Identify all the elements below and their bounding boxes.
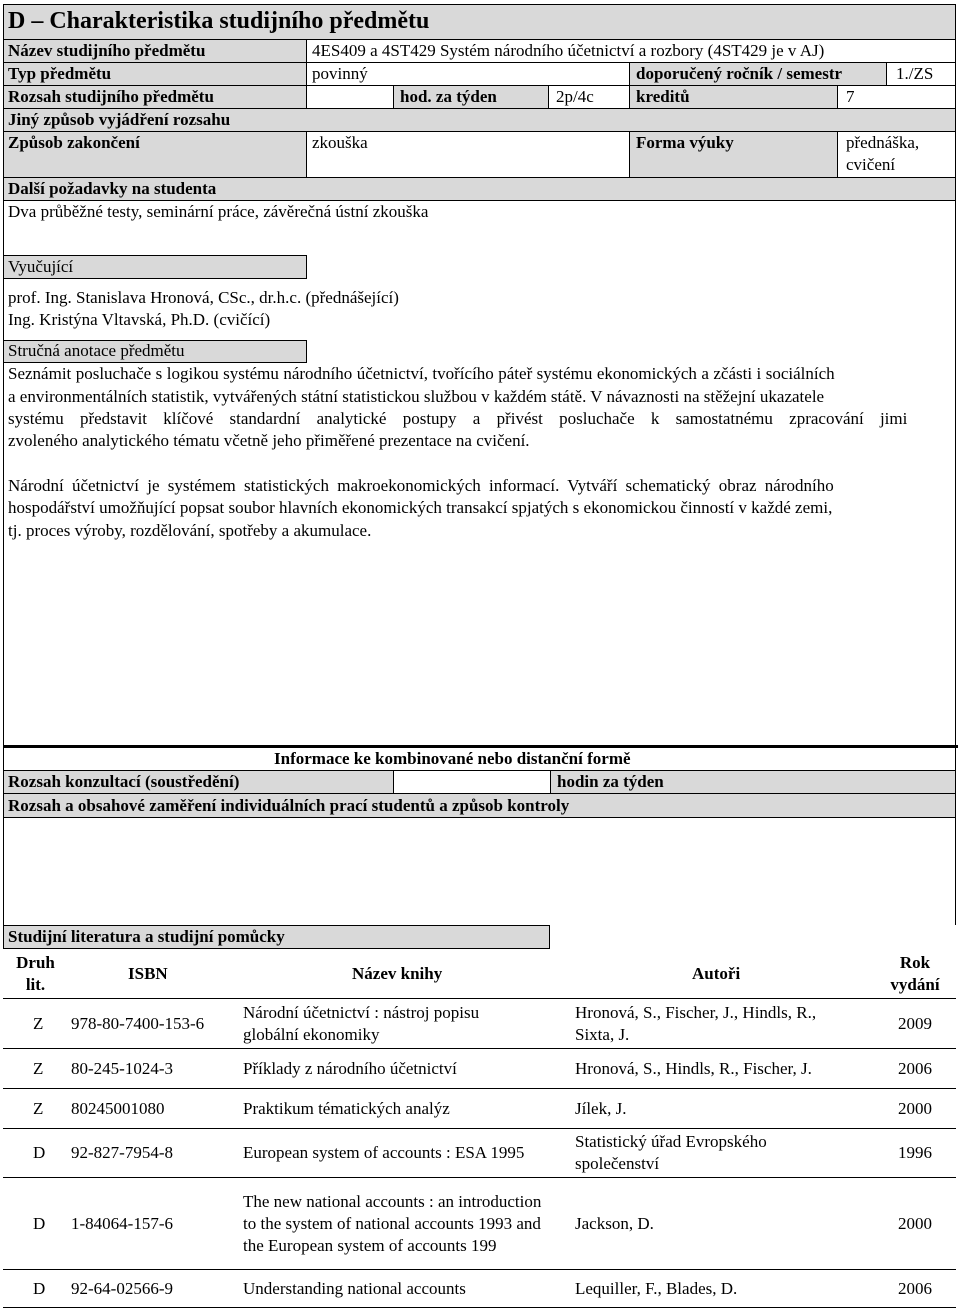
- zakonceni-value: zkouška: [312, 133, 368, 152]
- kreditu-label: kreditů: [636, 87, 690, 106]
- hline-5: [3, 131, 956, 132]
- rozsah-label: Rozsah studijního předmětu: [8, 87, 214, 106]
- pozadavky-label: Další požadavky na studenta: [8, 179, 217, 198]
- anotace-p2-line1: Národní účetnictví je systémem statistických makroekonomických informací. Vytváří schematický obraz národního: [8, 476, 834, 495]
- komb-vline-551: [550, 770, 551, 793]
- row-druh: Z: [3, 1049, 68, 1089]
- rocnik-label: doporučený ročník / semestr: [636, 64, 843, 83]
- typ-value: povinný: [312, 64, 368, 83]
- hodin-label: hodin za týden: [557, 772, 664, 791]
- row-autori: Jílek, J.: [572, 1089, 874, 1129]
- forma-value-1: přednáška,: [846, 133, 920, 152]
- row-autori: Statistický úřad Evropského společenství: [572, 1129, 874, 1178]
- row-druh: Z: [3, 999, 68, 1049]
- pozadavky-value: Dva průběžné testy, seminární práce, závěrečná ústní zkouška: [8, 202, 429, 221]
- row-autori: Lequiller, F., Blades, D.: [572, 1270, 874, 1308]
- literatura-label: Studijní literatura a studijní pomůcky: [8, 927, 285, 946]
- col-nazev-header: Název knihy: [240, 950, 572, 999]
- col-druh-header: [3, 950, 68, 999]
- right-border: [955, 4, 956, 200]
- col-rok-header: [874, 950, 956, 999]
- top-border: [3, 4, 956, 5]
- table-row: [3, 1129, 956, 1178]
- nazev-value: 4ES409 a 4ST429 Systém národního účetnictví a rozbory (4ST429 je v AJ): [312, 41, 825, 60]
- row-nazev: Příklady z národního účetnictví: [240, 1049, 572, 1089]
- vyucujici-label: Vyučující: [8, 257, 74, 276]
- jiny-label: Jiný způsob vyjádření rozsahu: [8, 110, 231, 129]
- row-druh: D: [3, 1178, 68, 1270]
- literature-header-row: [3, 950, 956, 999]
- rok-header-line2: vydání: [890, 975, 940, 994]
- row-isbn: 92-827-7954-8: [68, 1129, 240, 1178]
- table-row: [3, 1178, 956, 1270]
- komb-vline-394: [393, 770, 394, 793]
- row-druh: D: [3, 1129, 68, 1178]
- vyucujici-line1: prof. Ing. Stanislava Hronová, CSc., dr.h.c. (přednášející): [8, 288, 399, 307]
- vline-886: [886, 62, 887, 85]
- rocnik-value: 1./ZS: [896, 64, 934, 83]
- row-nazev: Praktikum tématických analýz: [240, 1089, 572, 1129]
- row-rok: 1996: [874, 1129, 956, 1178]
- col-autori-header: Autoři: [572, 950, 874, 999]
- vline-629b: [629, 131, 630, 177]
- komb-hline-3: [3, 817, 956, 818]
- nazev-label: Název studijního předmětu: [8, 41, 206, 60]
- row-druh: D: [3, 1270, 68, 1308]
- row-autori: Jackson, D.: [572, 1178, 874, 1270]
- vline-label-2: [306, 131, 307, 177]
- right-border-lower: [955, 200, 956, 750]
- row-nazev: The new national accounts : an introduction to the system of national accounts 1993 and the European system of accounts 199: [240, 1178, 572, 1270]
- anotace-p1-line3: systému představit klíčové standardní analytické postupy a přivést posluchače k samostatnému zpracování jimi: [8, 409, 908, 428]
- row-isbn: 92-64-02566-9: [68, 1270, 240, 1308]
- page-title: D – Charakteristika studijního předmětu: [8, 8, 430, 34]
- row-nazev: Understanding national accounts: [240, 1270, 572, 1308]
- prace-label: Rozsah a obsahové zaměření individuálních prací studentů a způsob kontroly: [8, 796, 570, 815]
- rok-header-line1: Rok: [899, 953, 931, 972]
- row-rok: 2000: [874, 1089, 956, 1129]
- table-row: [3, 1049, 956, 1089]
- row-autori: Hronová, S., Hindls, R., Fischer, J.: [572, 1049, 874, 1089]
- row-rok: 2006: [874, 1270, 956, 1308]
- anotace-p1-line2: a environmentálních statistik, vytvářených státní statistickou službou v každém státě. V návaznosti na stěžejní ukazatele: [8, 387, 825, 406]
- komb-right-border: [955, 745, 956, 925]
- anotace-p2-line3: tj. proces výroby, rozdělování, spotřeby a akumulace.: [8, 521, 372, 540]
- vline-label: [306, 39, 307, 108]
- row-druh: Z: [3, 1089, 68, 1129]
- vline-837: [837, 85, 838, 108]
- anotace-p1-line4: zvoleného analytického tématu včetně jeho přiměřené prezentace na cvičení.: [8, 431, 530, 450]
- literature-table: [3, 950, 956, 1308]
- row-isbn: 80-245-1024-3: [68, 1049, 240, 1089]
- komb-left-border: [3, 745, 4, 925]
- hod-value: 2p/4c: [556, 87, 594, 106]
- hod-label: hod. za týden: [400, 87, 497, 106]
- anotace-label: Stručná anotace předmětu: [8, 341, 185, 360]
- anotace-p2-line2: hospodářství umožňující popsat soubor hlavních ekonomických transakcí spjatých s ekonomickou činností v každé zemi,: [8, 498, 833, 517]
- konzultace-label: Rozsah konzultací (soustředění): [8, 772, 240, 791]
- row-autori: Hronová, S., Fischer, J., Hindls, R., Sixta, J.: [572, 999, 874, 1049]
- druh-header-line2: lit.: [25, 975, 46, 994]
- vline-629: [629, 62, 630, 108]
- table-row: [3, 1089, 956, 1129]
- druh-header-line1: Druh: [16, 953, 55, 972]
- typ-label: Typ předmětu: [8, 64, 112, 83]
- vline-548: [548, 85, 549, 108]
- kreditu-value: 7: [846, 87, 855, 106]
- table-row: [3, 999, 956, 1049]
- vline-393: [393, 85, 394, 108]
- row-isbn: 1-84064-157-6: [68, 1178, 240, 1270]
- zakonceni-label: Způsob zakončení: [8, 133, 140, 152]
- row-nazev: European system of accounts : ESA 1995: [240, 1129, 572, 1178]
- komb-heading: Informace ke kombinované nebo distanční formě: [274, 749, 631, 768]
- row-rok: 2009: [874, 999, 956, 1049]
- forma-label: Forma výuky: [636, 133, 734, 152]
- col-isbn-header: ISBN: [68, 950, 240, 999]
- anotace-p1-line1: Seznámit posluchače s logikou systému národního účetnictví, tvořícího páteř systému ekonomických a zčásti i sociálních: [8, 364, 835, 383]
- row-isbn: 978-80-7400-153-6: [68, 999, 240, 1049]
- left-border-lower: [3, 200, 4, 750]
- row-isbn: 80245001080: [68, 1089, 240, 1129]
- row-nazev: Národní účetnictví : nástroj popisu globální ekonomiky: [240, 999, 572, 1049]
- row-rok: 2006: [874, 1049, 956, 1089]
- vline-837b: [837, 131, 838, 177]
- forma-value-2: cvičení: [846, 155, 896, 174]
- row-rok: 2000: [874, 1178, 956, 1270]
- vyucujici-line2: Ing. Kristýna Vltavská, Ph.D. (cvičící): [8, 310, 271, 329]
- left-border: [3, 4, 4, 200]
